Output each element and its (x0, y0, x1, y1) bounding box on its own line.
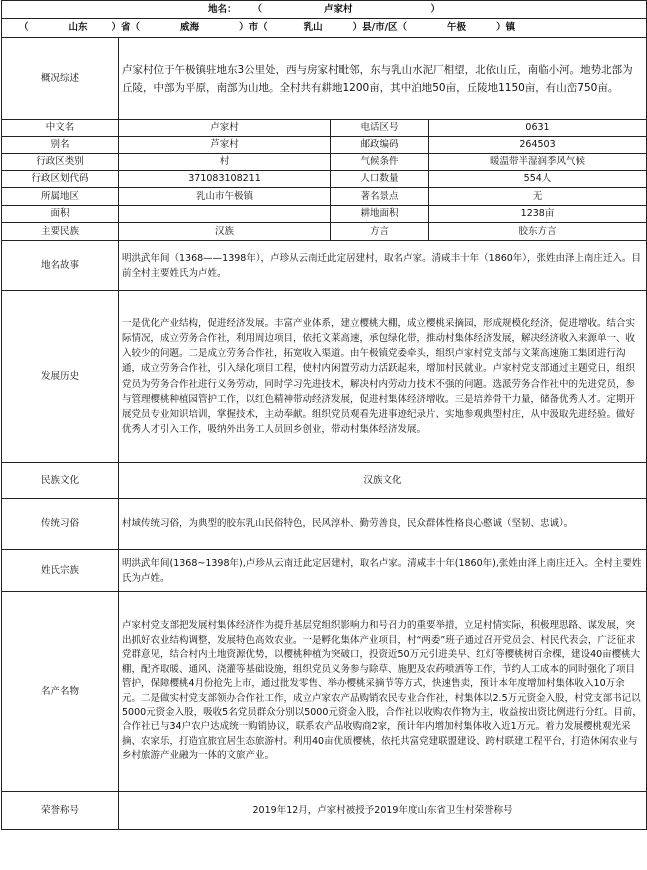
honor-label: 荣誉称号 (2, 792, 119, 830)
info-value: 卢家村 (119, 120, 331, 137)
info-row (2, 120, 647, 137)
info-value (119, 206, 331, 223)
info-row (2, 188, 647, 206)
info-value: 0631 (429, 120, 647, 137)
title-label: 地名： (207, 3, 237, 15)
province-name: 山东 (68, 22, 88, 33)
info-key: 著名景点 (331, 188, 429, 206)
surname-label: 姓氏宗族 (2, 550, 119, 592)
province-suffix: ）省（ (111, 22, 141, 33)
overview-row (2, 38, 647, 120)
info-key: 耕地面积 (331, 206, 429, 223)
info-key: 面积 (2, 206, 119, 223)
info-key: 人口数量 (331, 171, 429, 188)
products-label: 名产名物 (2, 592, 119, 792)
info-row (2, 171, 647, 188)
town-name: 午极 (447, 22, 467, 33)
info-value: 暖温带半湿润季风气候 (429, 154, 647, 171)
location-row (2, 19, 647, 38)
history-text: 一是优化产业结构，促进经济发展。丰富产业体系，建立樱桃大棚，成立樱桃采摘园，形成规模化经济，促进增收。结合实际情况，成立劳务合作社，利用周边项目，依托文莱高速，承包绿化带，推动村集体经济发展，解决经济收入来源单一、收入较少的问题。二是成立劳务合作社，拓宽收入渠道。由午极镇党委牵头，组织卢家村党支部与文莱高速施工集团进行沟通，成立劳务合作社，引入绿化项目工程，使村内闲置劳动力活跃起来，增加村民就业。卢家村党支部通过主题党日，组织党员为劳务合作社进行义务劳动，同时学习先进技术，解决村内劳动力技术不强的问题。选派劳务合作社中的先进党员，参与管理樱桃种植园管护工作，以红色精神带动经济发展，促进村集体经济增收。三是培养骨干力量，储备优秀人才。定期开展党员专业知识培训，掌握技术，主动奉献。组织党员观看先进事迹纪录片、实地参观典型村庄，从中汲取先进经验。做好优秀人才引入工作，吸纳外出务工人员回乡创业，带动村集体经济发展。 (119, 291, 647, 463)
title-open: （ (252, 3, 262, 15)
info-row (2, 154, 647, 171)
title-row (2, 1, 647, 19)
info-key: 中文名 (2, 120, 119, 137)
history-row (2, 291, 647, 463)
info-value: 村 (119, 154, 331, 171)
county-suffix: ）县/市/区（ (352, 22, 408, 33)
info-value: 芦家村 (119, 137, 331, 154)
paren: （ (19, 22, 29, 33)
info-value: 汉族 (119, 223, 331, 241)
info-key: 气候条件 (331, 154, 429, 171)
custom-row (2, 499, 647, 550)
info-key: 主要民族 (2, 223, 119, 241)
info-key: 行政区划代码 (2, 171, 119, 188)
history-label: 发展历史 (2, 291, 119, 463)
title-cell (2, 1, 647, 19)
city-suffix: ）市（ (239, 22, 268, 33)
info-value: 无 (429, 188, 647, 206)
info-row (2, 206, 647, 223)
info-key: 行政区类别 (2, 154, 119, 171)
info-key: 电话区号 (331, 120, 429, 137)
honor-row (2, 792, 647, 830)
info-key: 所属地区 (2, 188, 119, 206)
info-value: 乳山市午极镇 (119, 188, 331, 206)
title-close: ） (430, 3, 441, 15)
info-value: 264503 (429, 137, 647, 154)
surname-text: 明洪武年间(1368~1398年),卢珍从云南迁此定居建村，取名卢家。清咸丰十年(1860年),张姓由泽上南庄迁入。全村主要姓氏为卢姓。 (119, 550, 647, 592)
info-key: 别名 (2, 137, 119, 154)
info-value: 胶东方言 (429, 223, 647, 241)
custom-label: 传统习俗 (2, 499, 119, 550)
info-key: 邮政编码 (331, 137, 429, 154)
city-name: 威海 (180, 22, 200, 33)
village-info-sheet (1, 0, 647, 830)
story-row (2, 241, 647, 291)
county-name: 乳山 (303, 22, 323, 33)
info-key: 方言 (331, 223, 429, 241)
culture-label: 民族文化 (2, 463, 119, 499)
village-name: 卢家村 (324, 3, 353, 15)
honor-text: 2019年12月，卢家村被授予2019年度山东省卫生村荣誉称号 (119, 792, 647, 830)
town-suffix: ）镇 (496, 22, 516, 33)
products-row (2, 592, 647, 792)
overview-text: 卢家村位于午极镇驻地东3公里处，西与房家村毗邻，东与乳山水泥厂相望，北依山丘，南临小河。地势北部为丘陵，中部为平原，南部为山地。全村共有耕地1200亩，其中泊地50亩，丘陵地1150亩，有山峦750亩。 (119, 38, 647, 120)
story-text: 明洪武年间（1368——1398年），卢珍从云南迁此定居建村，取名卢家。清咸丰十年（1860年），张姓由泽上南庄迁入。目前全村主要姓氏为卢姓。 (119, 241, 647, 291)
info-row (2, 137, 647, 154)
culture-text: 汉族文化 (119, 463, 647, 499)
overview-label: 概况综述 (2, 38, 119, 120)
custom-text: 村域传统习俗，为典型的胶东乳山民俗特色，民风淳朴、勤劳善良，民众群体性格良心憨诚（坚韧、忠诚）。 (119, 499, 647, 550)
info-row (2, 223, 647, 241)
culture-row (2, 463, 647, 499)
info-value: 554人 (429, 171, 647, 188)
products-text: 卢家村党支部把发展村集体经济作为提升基层党组织影响力和号召力的重要举措，立足村情实际，积极理思路、谋发展，突出抓好农业结构调整，发展特色高效农业。一是孵化集体产业项目，村“两委”班子通过召开党员会、村民代表会，广泛征求党群意见，结合村内土地资源优势，以樱桃种植为突破口，投资近50万元引进美早、红灯等樱桃树百余棵，建设40亩樱桃大棚，配齐取暖、通风、浇灌等基础设施，组织党员义务参与除草、施肥及农药喷洒等工作，节约人工成本的同时强化了项目管护，保障樱桃4月份抢先上市，通过批发零售、举办樱桃采摘节等方式，快速售卖，预计本年度增加村集体收入10万余元。二是做实村党支部领办合作社工作，成立卢家农产品购销农民专业合作社，村集体以2.5万元资金入股，村党支部书记以5000元资金入股，吸收5名党员群众分别以5000元资金入股，合作社以收购农作物为主，收益按出资比例进行分红。目前，合作社已与34户农户达成统一购销协议，联系农产品收购商2家，预计年内增加村集体收入近1万元。着力发展樱桃观光采摘、农家乐，打造宜旅宜居生态旅游村。利用40亩优质樱桃，依托共富党建联盟建设、跨村联建工程平台，打造休闲农业与乡村旅游产业融为一体的文旅产业。 (119, 592, 647, 792)
story-label: 地名故事 (2, 241, 119, 291)
location-cell (2, 19, 647, 38)
info-value: 371083108211 (119, 171, 331, 188)
surname-row (2, 550, 647, 592)
info-value: 1238亩 (429, 206, 647, 223)
